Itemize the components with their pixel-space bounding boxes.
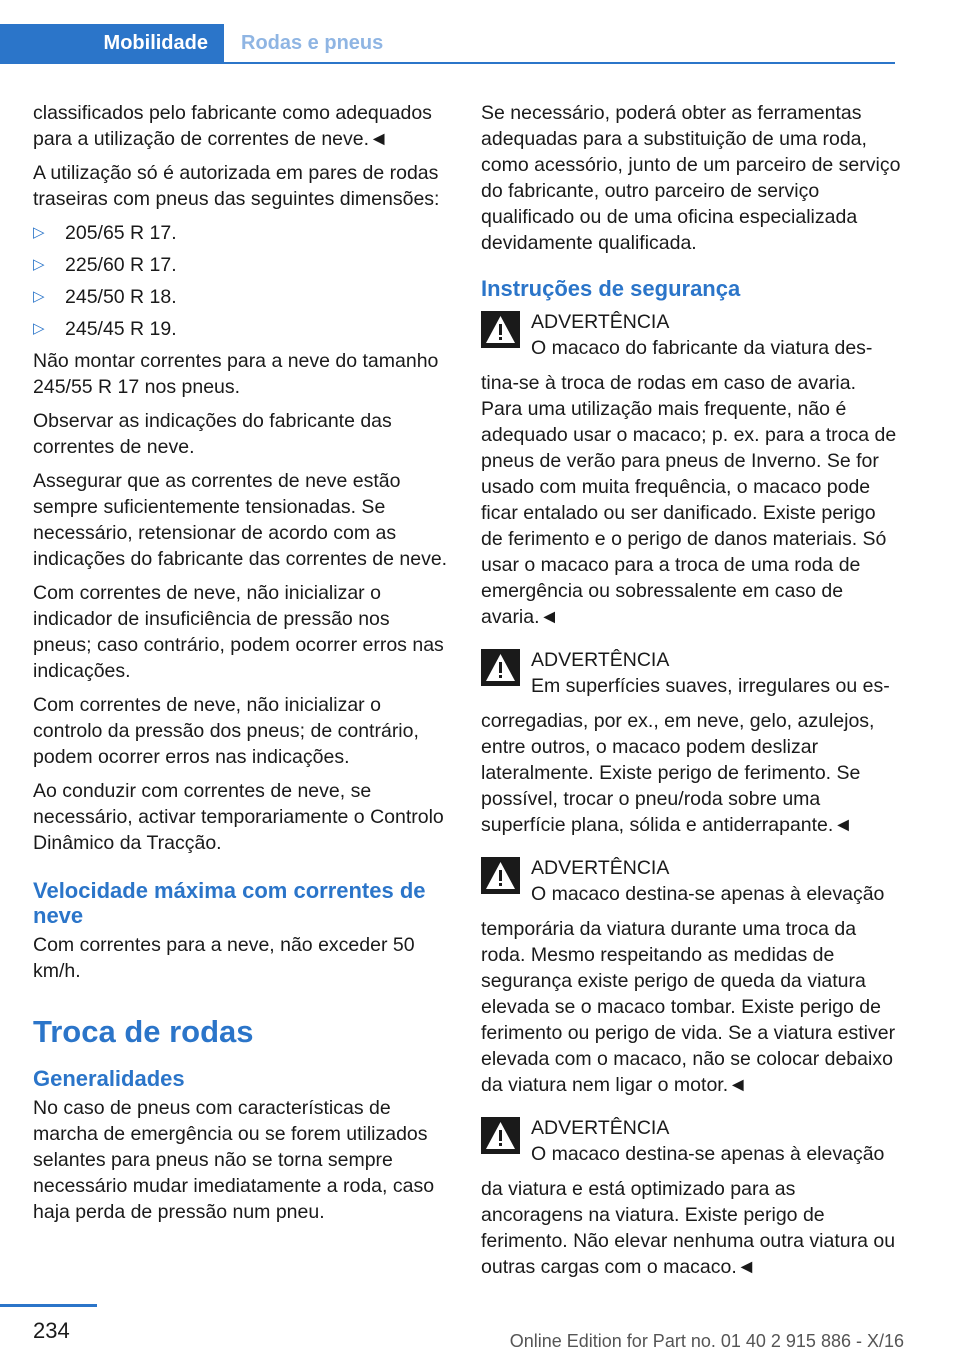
warning-block: [481, 647, 901, 838]
list-item-text: 245/45 R 19.: [65, 318, 177, 340]
warning-text-first-line: O macaco destina-se apenas à elevação: [531, 1143, 885, 1165]
bullet-triangle-icon: ▷: [33, 224, 45, 241]
paragraph: Com correntes de neve, não inicializar o indicador de insuficiência de pressão nos pneus; caso contrário, podem ocorrer erros nas indicações.: [33, 582, 444, 682]
warning-text-first-line: O macaco destina-se apenas à elevação: [531, 883, 885, 905]
list-item: [33, 284, 453, 316]
section-heading-speed: Velocidade máxima com correntes de neve: [33, 878, 426, 928]
paragraph: Com correntes para a neve, não exceder 50 km/h.: [33, 934, 415, 982]
warning-triangle-icon: [481, 857, 527, 903]
warning-triangle-icon: [481, 649, 527, 695]
list-item: [33, 316, 453, 348]
list-item-text: 225/60 R 17.: [65, 254, 177, 276]
bullet-triangle-icon: ▷: [33, 320, 45, 337]
section-heading-general: Generalidades: [33, 1066, 185, 1091]
footer-rule: [0, 1304, 97, 1307]
warning-triangle-icon: [481, 1117, 527, 1163]
warning-text-first-line: Em superfícies suaves, irregulares ou es-: [531, 675, 890, 697]
warning-text: da viatura e está optimizado para as ancoragens na viatura. Existe perigo de ferimento. Não elevar nenhuma outra viatura ou outras cargas com o macaco.◄: [481, 1178, 896, 1278]
bullet-triangle-icon: ▷: [33, 288, 45, 305]
list-item-text: 205/65 R 17.: [65, 222, 177, 244]
paragraph: classificados pelo fabricante como adequados para a utilização de correntes de neve.◄: [33, 102, 432, 150]
warning-title: ADVERTÊNCIA: [531, 857, 670, 879]
right-column: [481, 100, 901, 1297]
warning-block: [481, 855, 901, 1098]
header-tabs: [0, 24, 895, 64]
warning-text: tina-se à troca de rodas em caso de avaria. Para uma utilização mais frequente, não é adequado usar o macaco; p. ex. para a troca de pneus de verão para pneus de Inverno. Se for usado com muita frequência, o macaco pode ficar entalado ou ser danificado. Existe perigo de ferimento e o perigo de danos materiais. Só usar o macaco para a troca de uma roda de emergência ou sobressalente em caso de avaria.◄: [481, 372, 897, 628]
list-item: [33, 252, 453, 284]
paragraph: Se necessário, poderá obter as ferramentas adequadas para a substituição de uma roda, como acessório, junto de um parceiro de serviço do fabricante, outro parceiro de serviço qualificado ou de uma oficina especializada devidamente qualificada.: [481, 102, 901, 254]
paragraph: Não montar correntes para a neve do tamanho 245/55 R 17 nos pneus.: [33, 350, 439, 398]
page-number: 234: [33, 1318, 70, 1343]
warning-title: ADVERTÊNCIA: [531, 1117, 670, 1139]
left-column: [33, 100, 453, 1233]
tyre-size-list: [33, 220, 453, 348]
bullet-triangle-icon: ▷: [33, 256, 45, 273]
warning-triangle-icon: [481, 311, 527, 357]
section-heading-safety: Instruções de segurança: [481, 276, 741, 301]
edition-note: Online Edition for Part no. 01 40 2 915 886 - X/16: [509, 1331, 904, 1351]
warning-block: [481, 309, 901, 630]
warning-text: temporária da viatura durante uma troca da roda. Mesmo respeitando as medidas de segurança existe perigo de queda da viatura elevada se o macaco tombar. Existe perigo de ferimento ou perigo de vida. Se a viatura estiver elevada com o macaco, não se colocar debaixo da viatura nem ligar o motor.◄: [481, 918, 896, 1096]
tab-rodas-e-pneus[interactable]: Rodas e pneus: [241, 31, 384, 54]
list-item-text: 245/50 R 18.: [65, 286, 177, 308]
paragraph: Com correntes de neve, não inicializar o controlo da pressão dos pneus; de contrário, podem ocorrer erros nas indicações.: [33, 694, 419, 768]
warning-title: ADVERTÊNCIA: [531, 649, 670, 671]
warning-text-first-line: O macaco do fabricante da viatura des-: [531, 337, 873, 359]
chapter-heading: Troca de rodas: [33, 1014, 254, 1049]
paragraph: A utilização só é autorizada em pares de rodas traseiras com pneus das seguintes dimensões:: [33, 162, 440, 210]
paragraph: Assegurar que as correntes de neve estão sempre suficientemente tensionadas. Se necessário, retensionar de acordo com as indicações do fabricante das correntes de neve.: [33, 470, 448, 570]
warning-text: corregadias, por ex., em neve, gelo, azulejos, entre outros, o macaco podem deslizar lateralmente. Existe perigo de ferimento. Se possível, trocar o pneu/roda sobre uma superfície plana, sólida e antiderrapante.◄: [481, 710, 875, 836]
tab-mobilidade[interactable]: Mobilidade: [0, 24, 224, 62]
paragraph: Observar as indicações do fabricante das correntes de neve.: [33, 410, 392, 458]
warning-block: [481, 1115, 901, 1280]
paragraph: No caso de pneus com características de marcha de emergência ou se forem utilizados selantes para pneus não se torna sempre necessário mudar imediatamente a roda, caso haja perda de pressão num pneu.: [33, 1097, 435, 1223]
warning-title: ADVERTÊNCIA: [531, 311, 670, 333]
paragraph: Ao conduzir com correntes de neve, se necessário, activar temporariamente o Controlo Dinâmico da Tracção.: [33, 780, 444, 854]
list-item: [33, 220, 453, 252]
